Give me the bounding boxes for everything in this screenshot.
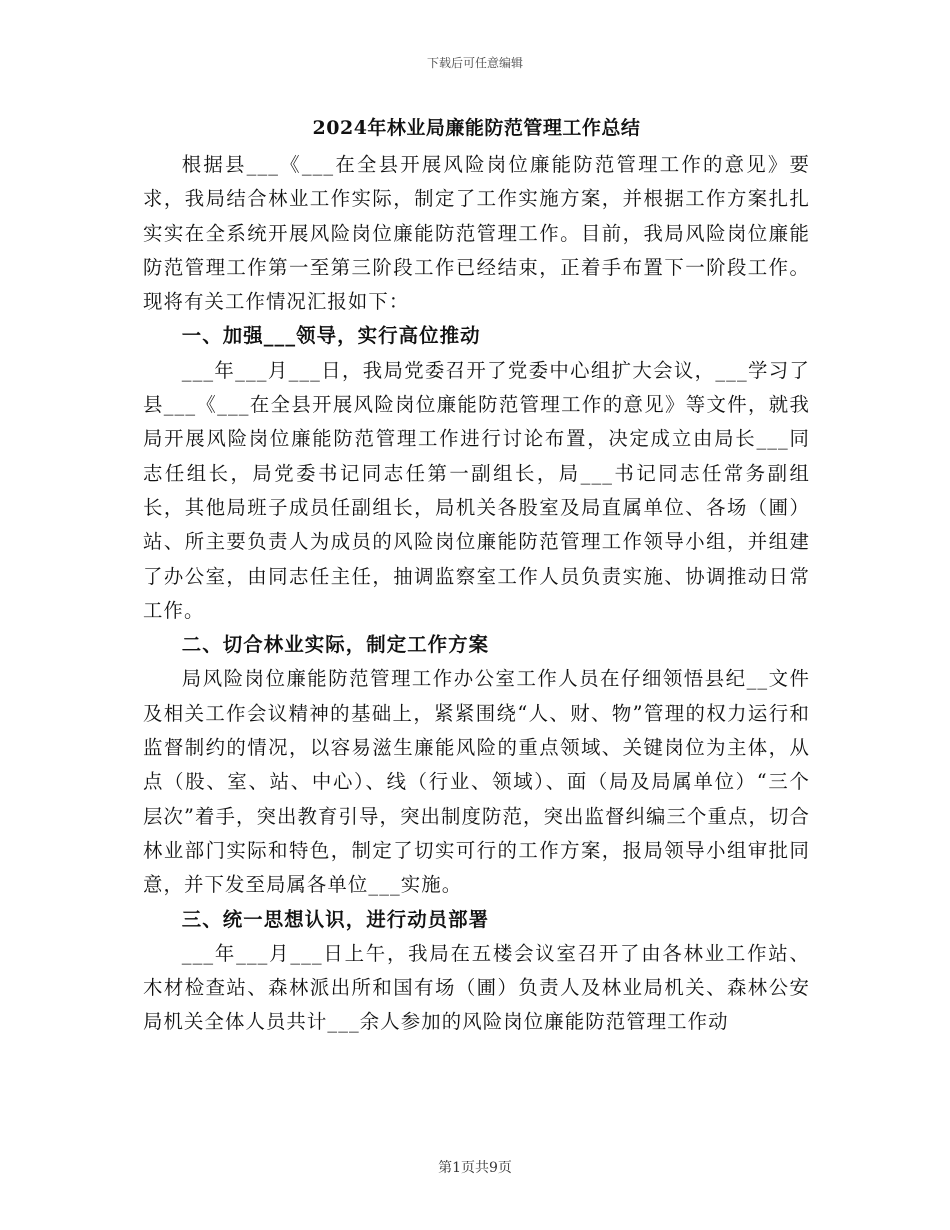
page-number: 第1页共9页 [438,1160,512,1176]
section-1-paragraph: ___年___月___日，我局党委召开了党委中心组扩大会议，___学习了县___《___在全县开展风险岗位廉能防范管理工作的意见》等文件，就我局开展风险岗位廉能防范管理工作进行讨论布置，决定成立由局长___同志任组长，局党委书记同志任第一副组长，局___书记同志任常务副组长，其他局班子成员任副组长，局机关各股室及局直属单位、各场（圃）站、所主要负责人为成员的风险岗位廉能防范管理工作领导小组，并组建了办公室，由同志任主任，抽调监察室工作人员负责实施、协调推动日常工作。 [143,358,810,622]
document-body [143,110,810,1040]
section-2-paragraph: 局风险岗位廉能防范管理工作办公室工作人员在仔细领悟县纪__文件及相关工作会议精神的基础上，紧紧围绕“人、财、物”管理的权力运行和监督制约的情况，以容易滋生廉能风险的重点领域、关键岗位为主体，从点（股、室、站、中心）、线（行业、领域）、面（局及局属单位）“三个层次”着手，突出教育引导，突出制度防范，突出监督纠编三个重点，切合林业部门实际和特色，制定了切实可行的工作方案，报局领导小组审批同意，并下发至局属各单位___实施。 [143,667,810,897]
section-3-paragraph: ___年___月___日上午，我局在五楼会议室召开了由各林业工作站、木材检查站、森林派出所和国有场（圃）负责人及林业局机关、森林公安局机关全体人员共计___余人参加的风险岗位廉能防范管理工作动 [143,941,810,1034]
section-heading-1: 一、加强___领导，实行高位推动 [181,324,481,348]
page-header: 下载后可任意编辑 [426,56,523,70]
intro-paragraph: 根据县___《___在全县开展风险岗位廉能防范管理工作的意见》要求，我局结合林业工作实际，制定了工作实施方案，并根据工作方案扎扎实实在全系统开展风险岗位廉能防范管理工作。目前，我局风险岗位廉能防范管理工作第一至第三阶段工作已经结束，正着手布置下一阶段工作。现将有关工作情况汇报如下： [143,153,810,314]
section-heading-2: 二、切合林业实际，制定工作方案 [181,633,490,657]
document-title: 2024年林业局廉能防范管理工作总结 [312,117,641,139]
section-heading-3: 三、统一思想认识，进行动员部署 [181,907,490,931]
